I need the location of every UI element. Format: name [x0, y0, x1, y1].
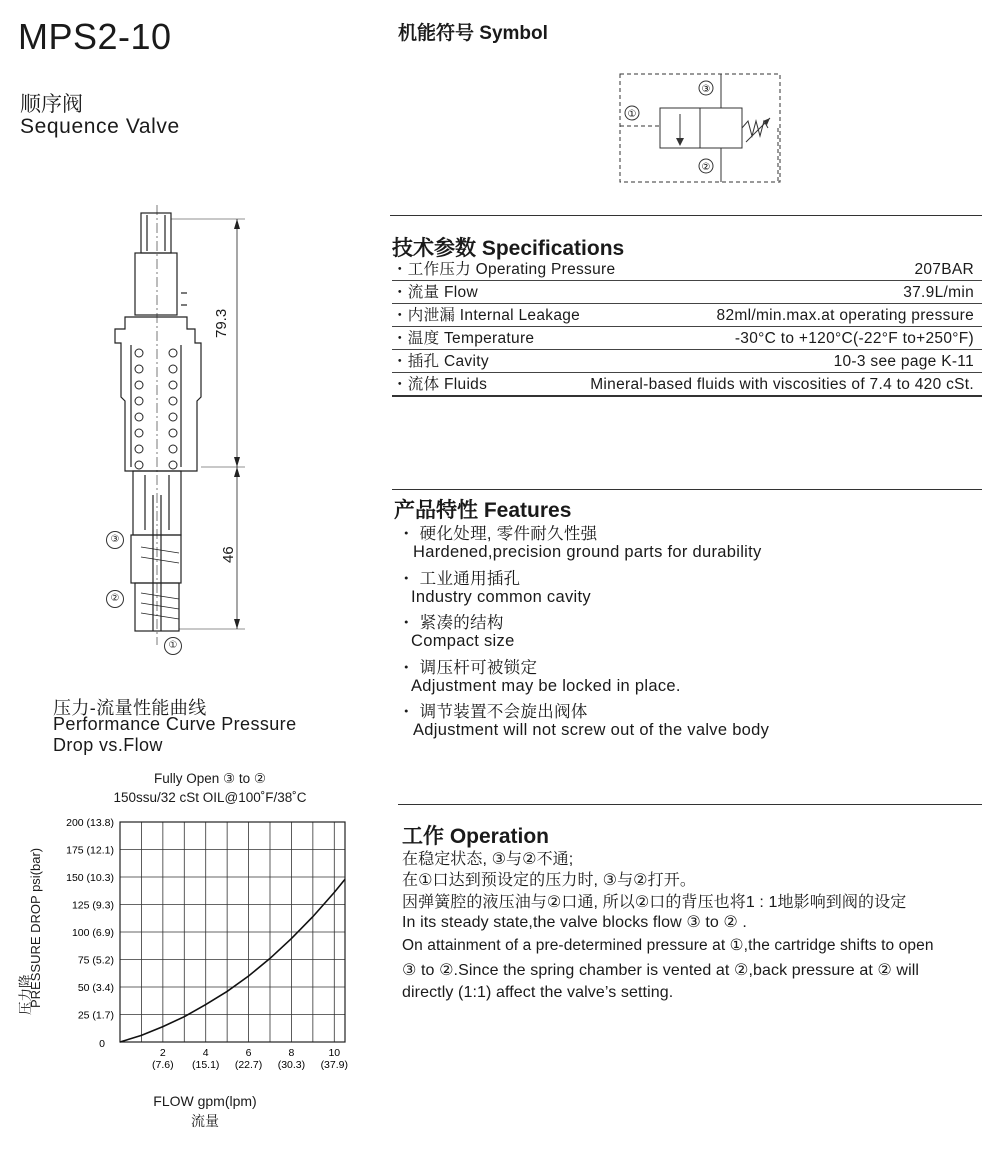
performance-chart — [56, 810, 356, 1075]
y-tick-label: 100 (6.9) — [71, 927, 114, 939]
dimension-upper: 79.3 — [213, 308, 230, 338]
feature-3-en: Compact size — [411, 632, 515, 650]
spec-value: 82ml/min.max.at operating pressure — [716, 307, 974, 324]
symbol-port-3: ③ — [701, 84, 711, 95]
operation-line-5: On attainment of a pre-determined pressure at ①,the cartridge shifts to open — [402, 937, 934, 954]
specifications-title: 技术参数 Specifications — [392, 237, 625, 260]
drawing-port-3: ③ — [106, 531, 124, 549]
feature-2-cn: ・ 工业通用插孔 — [398, 570, 521, 588]
operation-title: 工作 Operation — [402, 825, 550, 848]
operation-line-4: In its steady state,the valve blocks flow ③ to ② . — [402, 914, 747, 931]
x-tick-sublabel: (15.1) — [191, 1059, 220, 1071]
spec-row-pressure — [392, 258, 982, 281]
spec-value: -30°C to +120°C(-22°F to+250°F) — [734, 330, 974, 347]
y-tick-label: 200 (13.8) — [66, 817, 114, 829]
spec-value: 37.9L/min — [903, 284, 974, 301]
spec-row-cavity — [392, 350, 982, 373]
pressure-drop-curve — [120, 879, 345, 1042]
spec-label: ・工作压力 Operating Pressure — [392, 261, 616, 278]
spec-row-fluids — [392, 373, 982, 397]
x-tick-sublabel: (7.6) — [152, 1059, 174, 1071]
x-tick-sublabel: (37.9) — [320, 1059, 349, 1071]
symbol-title: 机能符号 Symbol — [398, 23, 548, 44]
y-tick-label: 50 (3.4) — [77, 982, 114, 994]
operation-divider — [398, 804, 982, 805]
features-divider — [392, 489, 982, 490]
product-name-en: Sequence Valve — [20, 115, 180, 138]
spec-value: 10-3 see page K-11 — [833, 353, 974, 370]
model-number: MPS2-10 — [18, 16, 172, 57]
spec-label: ・流量 Flow — [392, 284, 478, 301]
product-name-cn: 顺序阀 — [20, 93, 83, 116]
performance-title-en-2: Drop vs.Flow — [53, 735, 163, 755]
spec-label: ・内泄漏 Internal Leakage — [392, 307, 581, 324]
chart-ylabel: PRESSURE DROP psi(bar) — [28, 847, 43, 1008]
x-tick-label: 8 — [288, 1047, 295, 1059]
feature-4-cn: ・ 调压杆可被锁定 — [398, 659, 538, 677]
operation-line-2: 在①口达到预设定的压力时, ③与②打开。 — [402, 872, 696, 889]
operation-line-3: 因弹簧腔的液压油与②口通, 所以②口的背压也将1 : 1地影响到阀的设定 — [402, 894, 907, 911]
y-tick-label: 25 (1.7) — [77, 1009, 114, 1022]
feature-1-en: Hardened,precision ground parts for durability — [413, 543, 762, 561]
spec-label: ・温度 Temperature — [392, 330, 535, 347]
feature-1-cn: ・ 硬化处理, 零件耐久性强 — [398, 525, 598, 543]
drawing-port-2: ② — [106, 590, 124, 608]
spec-label: ・插孔 Cavity — [392, 353, 489, 370]
features-title: 产品特性 Features — [394, 499, 572, 522]
chart-subtitle: 150ssu/32 cSt OIL@100˚F/38˚C — [113, 790, 307, 805]
drawing-port-1: ① — [164, 637, 182, 655]
dimension-lower: 46 — [220, 546, 237, 563]
chart-title: Fully Open ③ to ② — [154, 771, 266, 786]
spec-row-temperature — [392, 327, 982, 350]
x-tick-sublabel: (30.3) — [277, 1059, 306, 1071]
chart-xlabel: FLOW gpm(lpm) — [153, 1093, 257, 1109]
feature-5-en: Adjustment will not screw out of the valve body — [413, 721, 770, 739]
feature-4-en: Adjustment may be locked in place. — [411, 677, 681, 695]
origin-label: 0 — [99, 1038, 105, 1050]
operation-line-7: directly (1:1) affect the valve’s setting. — [402, 984, 674, 1001]
x-tick-label: 6 — [245, 1047, 252, 1059]
operation-line-6: ③ to ②.Since the spring chamber is vented at ②,back pressure at ② will — [402, 962, 920, 979]
feature-2-en: Industry common cavity — [411, 588, 591, 606]
operation-line-1: 在稳定状态, ③与②不通; — [402, 851, 574, 868]
x-tick-label: 2 — [159, 1047, 166, 1059]
y-tick-label: 175 (12.1) — [66, 844, 114, 857]
spec-row-leakage — [392, 304, 982, 327]
feature-3-cn: ・ 紧凑的结构 — [398, 614, 504, 632]
performance-title-en-1: Performance Curve Pressure — [53, 714, 297, 734]
spec-row-flow — [392, 281, 982, 304]
chart-ylabel-cn: 压力降 — [18, 974, 33, 1015]
chart-xlabel-cn: 流量 — [191, 1113, 219, 1129]
x-tick-label: 4 — [202, 1047, 209, 1059]
spec-value: Mineral-based fluids with viscosities of 7.4 to 420 cSt. — [590, 376, 974, 393]
spec-value: 207BAR — [914, 261, 974, 278]
spec-label: ・流体 Fluids — [392, 376, 488, 393]
feature-5-cn: ・ 调节装置不会旋出阀体 — [398, 703, 588, 721]
symbol-port-1: ① — [627, 109, 637, 120]
specifications-divider — [390, 215, 982, 216]
y-tick-label: 75 (5.2) — [77, 954, 114, 967]
symbol-port-2: ② — [701, 162, 711, 173]
x-tick-sublabel: (22.7) — [234, 1059, 263, 1071]
y-tick-label: 150 (10.3) — [66, 872, 114, 884]
x-tick-label: 10 — [328, 1047, 341, 1059]
y-tick-label: 125 (9.3) — [71, 899, 114, 912]
hydraulic-symbol — [610, 66, 790, 190]
performance-title-cn: 压力-流量性能曲线 — [53, 698, 207, 718]
